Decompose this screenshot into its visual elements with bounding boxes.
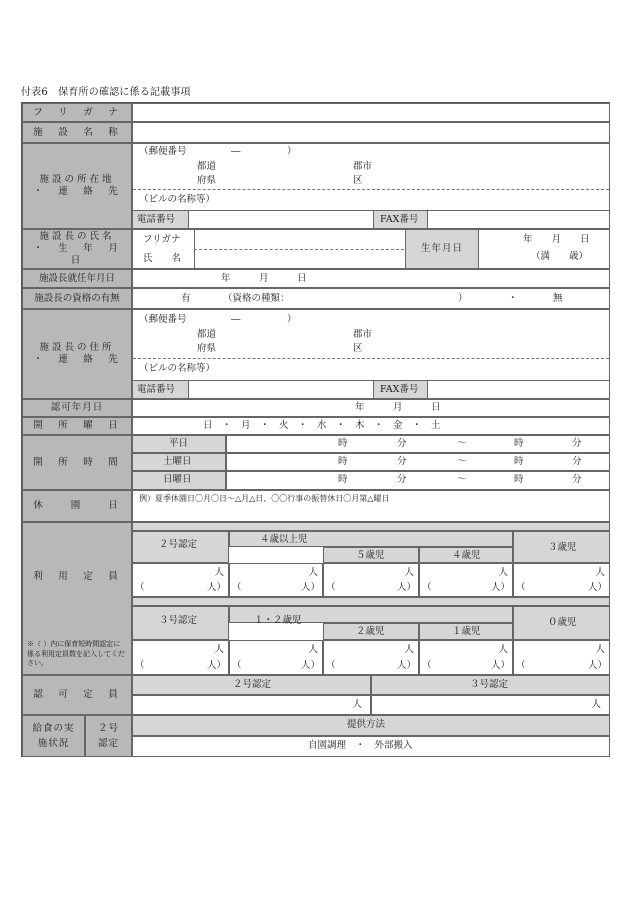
hour-unit: 時 (514, 456, 524, 467)
postal-code-label: （郵便番号 (139, 314, 187, 325)
hour-unit: 時 (338, 474, 348, 485)
sunday-hours[interactable] (226, 471, 610, 490)
capacity-age12[interactable] (229, 640, 323, 675)
holiday-field[interactable] (132, 490, 610, 522)
range-tilde: ～ (457, 456, 467, 467)
approval-date-label: 認可年月日 (22, 399, 132, 417)
approved-cert2-value[interactable] (132, 695, 371, 715)
hour-unit: 時 (514, 474, 524, 485)
divider (133, 210, 609, 211)
paren-open: （ (326, 660, 336, 671)
director-shimei-label: 氏 名 (143, 253, 182, 264)
birthdate-label: 生年月日 (405, 229, 479, 269)
appointed-date-field[interactable] (132, 269, 610, 288)
capacity-age4[interactable] (419, 563, 513, 597)
postal-dash: ― (231, 314, 241, 325)
paren-open: （ (135, 660, 145, 671)
capacity-label-cell (22, 522, 132, 675)
capacity-age5[interactable] (323, 563, 419, 597)
postal-close: ） (287, 314, 297, 325)
paren-persons: 人） (396, 660, 416, 671)
minute-unit: 分 (397, 456, 407, 467)
persons-unit: 人 (308, 567, 318, 578)
age3-header: ３歳児 (513, 531, 610, 563)
form-title: 付表6 保育所の確認に係る記載事項 (21, 87, 191, 98)
capacity-age4plus[interactable] (229, 563, 323, 597)
meal-cert2-label: ２号 認定 (85, 715, 132, 757)
sunday-label: 日曜日 (132, 471, 226, 490)
age1-header: １歳児 (419, 623, 513, 640)
qualification-dot: ・ (508, 293, 518, 304)
saturday-label: 土曜日 (132, 453, 226, 471)
paren-open: （ (135, 582, 145, 593)
open-days-value: 日 ・ 月 ・ 火 ・ 水 ・ 木 ・ 金 ・ 土 (203, 420, 441, 431)
hour-unit: 時 (338, 438, 348, 449)
approval-date-field[interactable] (132, 399, 610, 417)
paren-persons: 人） (490, 660, 510, 671)
meal-status-label: 給食の実 施状況 (22, 715, 85, 757)
paren-open: （ (232, 582, 242, 593)
persons-unit: 人 (595, 567, 605, 578)
paren-open: （ (516, 582, 526, 593)
confirmation-form (21, 102, 610, 757)
persons-unit: 人 (404, 567, 414, 578)
paren-persons: 人） (300, 582, 320, 593)
appointed-date-label: 施設長就任年月日 (22, 269, 132, 288)
persons-unit: 人 (595, 644, 605, 655)
persons-unit: 人 (498, 567, 508, 578)
persons-unit: 人 (214, 644, 224, 655)
age4-header: ４歳児 (419, 547, 513, 563)
capacity-age1[interactable] (419, 640, 513, 675)
approved-capacity-label: 認 可 定 員 (22, 675, 132, 715)
postal-code-label: （郵便番号 (139, 146, 187, 157)
paren-persons: 人） (206, 582, 226, 593)
age0-header: ０歳児 (513, 606, 610, 640)
capacity-band (132, 522, 610, 531)
paren-open: （ (422, 660, 432, 671)
paren-persons: 人） (587, 660, 607, 671)
director-name-label: 施設長の氏名 ・ 生 年 月 日 (22, 229, 132, 269)
ku-text: 区 (353, 175, 363, 186)
facility-name-field[interactable] (132, 122, 610, 143)
capacity-age3[interactable] (513, 563, 610, 597)
paren-persons: 人） (300, 660, 320, 671)
cert3-header: ３号認定 (132, 606, 229, 640)
appointed-date-value: 年 月 日 (221, 273, 307, 284)
qualification-yes[interactable]: 有 (181, 293, 191, 304)
approved-cert2-header: ２号認定 (132, 675, 371, 695)
todo-text: 都道 (197, 329, 217, 340)
director-address-block[interactable] (132, 309, 610, 399)
minute-unit: 分 (572, 474, 582, 485)
minute-unit: 分 (397, 438, 407, 449)
paren-open: （ (326, 582, 336, 593)
persons-unit: 人 (404, 644, 414, 655)
capacity-band (132, 597, 610, 606)
dashed-divider (133, 189, 609, 190)
minute-unit: 分 (572, 456, 582, 467)
capacity-age2[interactable] (323, 640, 419, 675)
provision-method-field[interactable] (132, 736, 610, 757)
holiday-example: 例）夏季休園日〇月〇日～△月△日、〇〇行事の振替休日〇月第△曜日 (139, 494, 390, 503)
paren-persons: 人） (396, 582, 416, 593)
age5-header: ５歳児 (323, 547, 419, 563)
minute-unit: 分 (397, 474, 407, 485)
qualification-no[interactable]: 無 (553, 293, 563, 304)
director-address-label: 施設長の住所 ・ 連 絡 先 (22, 309, 132, 399)
tel-label: 電話番号 (132, 380, 189, 399)
qualification-field[interactable] (132, 288, 610, 309)
capacity-note: ※（ ）内に保育短時間認定に係る利用定員数を記入してください。 (27, 640, 125, 667)
capacity-cert3-total[interactable] (132, 640, 229, 675)
holiday-label: 休 園 日 (22, 490, 132, 522)
building-name-label: （ビルの名称等） (139, 194, 216, 205)
paren-open: （ (232, 660, 242, 671)
divider (133, 380, 609, 381)
birthdate-ymd: 年 月 日 (523, 234, 590, 245)
open-days-label: 開 所 曜 日 (22, 417, 132, 435)
qualification-type-close: ） (458, 293, 468, 304)
birthdate-age: （満 歳） (531, 251, 589, 262)
dashed-divider (194, 249, 404, 250)
director-furigana-label: フリガナ (143, 234, 181, 245)
range-tilde: ～ (457, 474, 467, 485)
open-hours-label: 開 所 時 間 (22, 435, 132, 490)
dashed-divider (133, 358, 609, 359)
range-tilde: ～ (457, 438, 467, 449)
cert2-header: ２号認定 (132, 531, 229, 563)
gunshi-text: 郡市 (353, 161, 373, 172)
persons-unit: 人 (498, 644, 508, 655)
provision-method-header: 提供方法 (132, 715, 610, 736)
approved-cert3-value[interactable] (371, 695, 610, 715)
ku-text: 区 (353, 343, 363, 354)
saturday-hours[interactable] (226, 453, 610, 471)
facility-furigana-field[interactable] (132, 103, 610, 122)
weekday-label: 平日 (132, 435, 226, 453)
postal-close: ） (287, 146, 297, 157)
minute-unit: 分 (572, 438, 582, 449)
weekday-hours[interactable] (226, 435, 610, 453)
gunshi-text: 郡市 (353, 329, 373, 340)
fuken-text: 府県 (197, 175, 217, 186)
persons-unit: 人 (352, 699, 362, 710)
persons-unit: 人 (214, 567, 224, 578)
qualification-type-label: （資格の種類： (223, 293, 290, 304)
paren-open: （ (516, 660, 526, 671)
building-name-label: （ビルの名称等） (139, 363, 216, 374)
facility-name-label: 施 設 名 称 (22, 122, 132, 143)
facility-address-block[interactable] (132, 143, 610, 229)
hour-unit: 時 (514, 438, 524, 449)
tel-label: 電話番号 (132, 210, 189, 229)
capacity-age0[interactable] (513, 640, 610, 675)
furigana-label: フ リ ガ ナ (22, 103, 132, 122)
capacity-label: 利 用 定 員 (33, 571, 121, 582)
age12-header: １・２歳児 (229, 606, 513, 623)
postal-dash: ― (231, 146, 241, 157)
approved-cert3-header: ３号認定 (371, 675, 610, 695)
age2-header: ２歳児 (323, 623, 419, 640)
approval-date-value: 年 月 日 (355, 402, 441, 413)
hour-unit: 時 (338, 456, 348, 467)
age4plus-header: ４歳以上児 (229, 531, 513, 547)
capacity-cert2-total[interactable] (132, 563, 229, 597)
paren-open: （ (422, 582, 432, 593)
todo-text: 都道 (197, 161, 217, 172)
qualification-label: 施設長の資格の有無 (22, 288, 132, 309)
persons-unit: 人 (591, 699, 601, 710)
director-name-block[interactable] (132, 229, 610, 269)
paren-persons: 人） (587, 582, 607, 593)
fax-label: FAX番号 (373, 210, 428, 229)
persons-unit: 人 (308, 644, 318, 655)
provision-method-value: 自園調理 ・ 外部搬入 (308, 740, 413, 751)
fuken-text: 府県 (197, 343, 217, 354)
open-days-field[interactable] (132, 417, 610, 435)
paren-persons: 人） (206, 660, 226, 671)
paren-persons: 人） (490, 582, 510, 593)
facility-address-label: 施設の所在地 ・ 連 絡 先 (22, 143, 132, 229)
fax-label: FAX番号 (373, 380, 428, 399)
